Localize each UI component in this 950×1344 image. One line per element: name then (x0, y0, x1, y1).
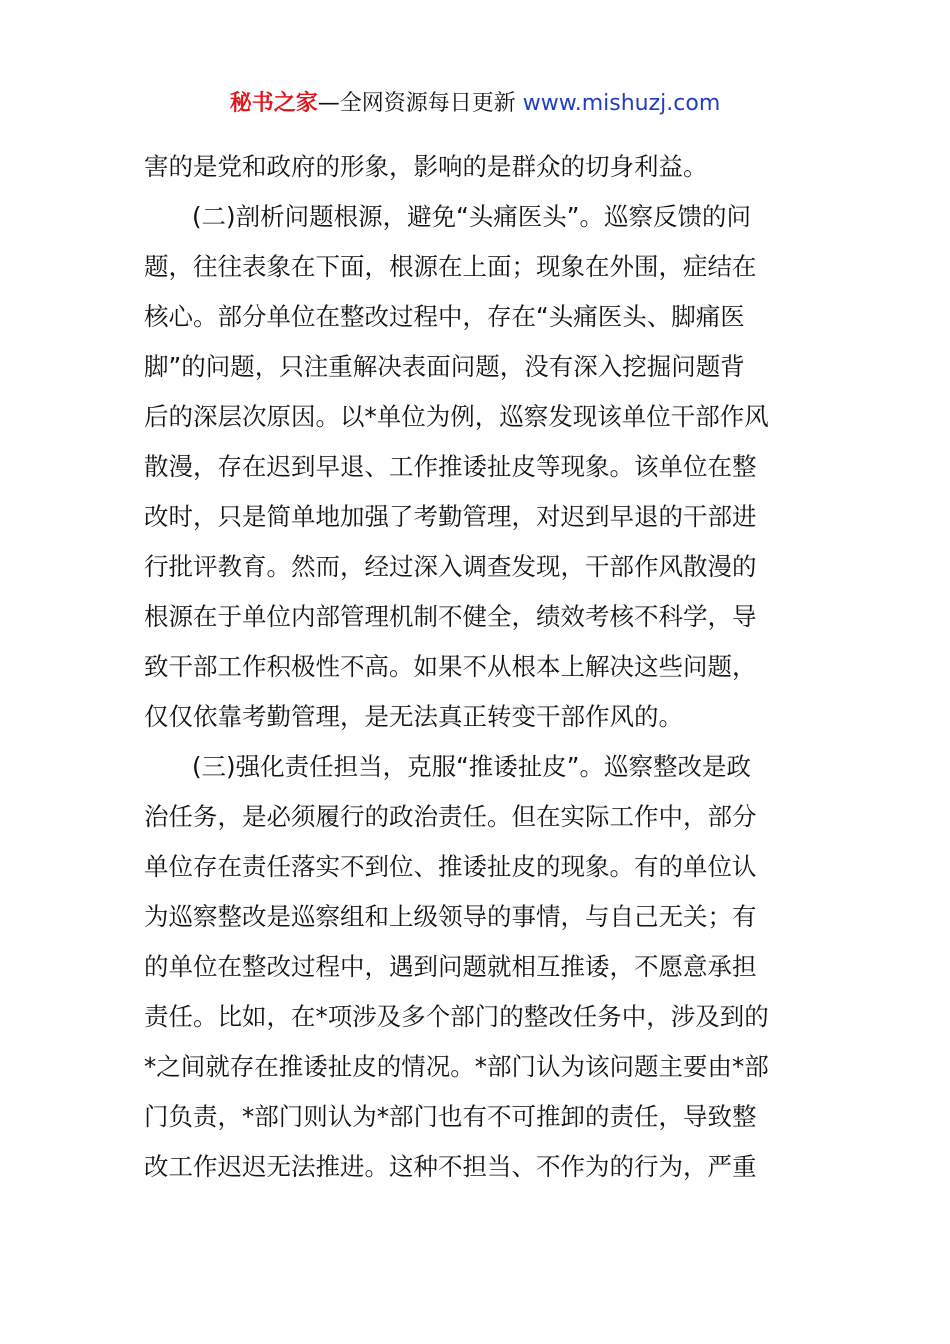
text-line: *之间就存在推诿扯皮的情况。*部门认为该问题主要由*部 (144, 1052, 769, 1081)
text-line: 行批评教育。然而，经过深入调查发现，干部作风散漫的 (144, 552, 757, 581)
site-banner (0, 88, 950, 120)
text-line: 治任务，是必须履行的政治责任。但在实际工作中，部分 (144, 802, 757, 831)
site-url-link[interactable]: www.mishuzj.com (522, 91, 721, 116)
brand-name: 秘书之家 (229, 91, 318, 116)
text-line: 题，往往表象在下面，根源在上面；现象在外围，症结在 (144, 252, 757, 281)
document-body (144, 142, 808, 1192)
text-line: 为巡察整改是巡察组和上级领导的事情，与自己无关；有 (144, 902, 757, 931)
text-line: 根源在于单位内部管理机制不健全，绩效考核不科学，导 (144, 602, 757, 631)
text-line: 害的是党和政府的形象，影响的是群众的切身利益。 (144, 152, 708, 181)
text-line: 仅仅依靠考勤管理，是无法真正转变干部作风的。 (144, 702, 683, 731)
text-line: 单位存在责任落实不到位、推诿扯皮的现象。有的单位认 (144, 852, 757, 881)
text-line: 后的深层次原因。以*单位为例，巡察发现该单位干部作风 (144, 402, 769, 431)
text-line: 散漫，存在迟到早退、工作推诿扯皮等现象。该单位在整 (144, 452, 757, 481)
text-line: 门负责，*部门则认为*部门也有不可推卸的责任，导致整 (144, 1102, 757, 1131)
text-line: 责任。比如，在*项涉及多个部门的整改任务中，涉及到的 (144, 1002, 769, 1031)
text-line: (三)强化责任担当，克服“推诿扯皮”。巡察整改是政 (192, 752, 751, 781)
text-line: 的单位在整改过程中，遇到问题就相互推诿，不愿意承担 (144, 952, 757, 981)
text-line: 改时，只是简单地加强了考勤管理，对迟到早退的干部进 (144, 502, 757, 531)
text-line: 改工作迟迟无法推进。这种不担当、不作为的行为，严重 (144, 1152, 757, 1181)
text-line: (二)剖析问题根源，避免“头痛医头”。巡察反馈的问 (192, 202, 751, 231)
text-line: 脚”的问题，只注重解决表面问题，没有深入挖掘问题背 (144, 352, 745, 381)
text-line: 核心。部分单位在整改过程中，存在“头痛医头、脚痛医 (144, 302, 745, 331)
text-line: 致干部工作积极性不高。如果不从根本上解决这些问题， (144, 652, 757, 681)
brand-slogan: —全网资源每日更新 (317, 91, 516, 116)
